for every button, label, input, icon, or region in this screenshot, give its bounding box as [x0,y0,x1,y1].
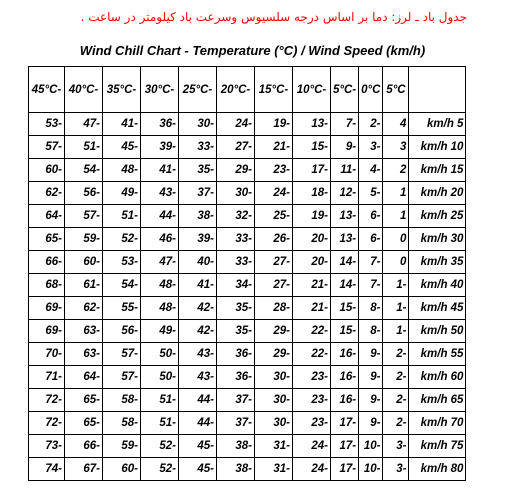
wind-chill-cell: 43- [179,343,217,366]
wind-chill-cell: 58- [103,412,141,435]
wind-speed-cell: km/h 40 [409,274,466,297]
table-row [29,159,466,182]
wind-chill-cell: 32- [217,205,255,228]
wind-chill-cell: 39- [141,136,179,159]
wind-chill-cell: 27- [217,136,255,159]
wind-chill-cell: 9- [359,343,383,366]
wind-chill-cell: 60- [65,251,103,274]
wind-speed-cell: km/h 75 [409,435,466,458]
wind-chill-cell: 10- [359,435,383,458]
wind-chill-cell: 65- [65,412,103,435]
temperature-header-cell: 10°C- [293,67,331,113]
wind-chill-cell: 40- [179,251,217,274]
temperature-header-cell: 40°C- [65,67,103,113]
wind-chill-cell: 50- [141,343,179,366]
wind-chill-cell: 10- [359,458,383,481]
wind-chill-cell: 1- [383,320,409,343]
wind-chill-cell: 41- [103,113,141,136]
wind-chill-cell: 8- [359,297,383,320]
wind-chill-cell: 29- [255,343,293,366]
wind-chill-cell: 24- [293,458,331,481]
wind-chill-cell: 24- [255,182,293,205]
wind-chill-cell: 19- [293,205,331,228]
wind-chill-cell: 37- [217,389,255,412]
wind-chill-cell: 51- [103,205,141,228]
wind-chill-cell: 31- [255,458,293,481]
wind-chill-cell: 35- [217,320,255,343]
wind-chill-cell: 1- [383,297,409,320]
wind-speed-cell: km/h 50 [409,320,466,343]
table-row [29,182,466,205]
table-row [29,136,466,159]
wind-chill-cell: 26- [255,228,293,251]
wind-chill-cell: 15- [293,136,331,159]
wind-chill-cell: 16- [331,343,359,366]
wind-chill-cell: 72- [29,412,65,435]
wind-chill-cell: 60- [29,159,65,182]
wind-chill-cell: 1- [383,274,409,297]
wind-chill-cell: 74- [29,458,65,481]
wind-chill-cell: 11- [331,159,359,182]
wind-chill-cell: 67- [65,458,103,481]
wind-chill-cell: 8- [359,320,383,343]
wind-chill-cell: 4 [383,113,409,136]
wind-chill-cell: 23- [255,159,293,182]
wind-chill-cell: 64- [29,205,65,228]
temperature-header-cell [409,67,466,113]
wind-chill-cell: 0 [383,228,409,251]
table-row [29,228,466,251]
wind-chill-cell: 9- [359,366,383,389]
wind-chill-cell: 23- [293,366,331,389]
table-row [29,412,466,435]
wind-chill-cell: 27- [255,274,293,297]
wind-chill-cell: 14- [331,251,359,274]
wind-chill-cell: 7- [331,113,359,136]
wind-chill-cell: 69- [29,320,65,343]
wind-chill-cell: 2- [359,113,383,136]
wind-chill-cell: 3- [383,458,409,481]
wind-chill-cell: 62- [65,297,103,320]
wind-chill-cell: 54- [65,159,103,182]
wind-chill-cell: 45- [179,435,217,458]
wind-chill-cell: 47- [65,113,103,136]
wind-chill-cell: 45- [103,136,141,159]
wind-chill-cell: 21- [293,274,331,297]
table-row [29,366,466,389]
wind-chill-cell: 57- [65,205,103,228]
wind-chill-cell: 17- [293,159,331,182]
temperature-header-cell: 5°C- [331,67,359,113]
wind-chill-cell: 51- [141,389,179,412]
wind-chill-cell: 48- [141,297,179,320]
wind-chill-cell: 47- [141,251,179,274]
wind-chill-cell: 50- [141,366,179,389]
wind-chill-cell: 12- [331,182,359,205]
wind-chill-cell: 72- [29,389,65,412]
wind-chill-cell: 69- [29,297,65,320]
caption-text: جدول باد ـ لرز: دما بر اساس درجه سلسیوس وسرعت باد کیلومتر در ساعت . [80,10,467,24]
wind-chill-cell: 9- [331,136,359,159]
wind-chill-cell: 45- [179,458,217,481]
wind-chill-cell: 22- [293,343,331,366]
table-row [29,435,466,458]
wind-chill-cell: 36- [217,366,255,389]
wind-chill-cell: 5- [359,182,383,205]
wind-speed-cell: km/h 20 [409,182,466,205]
wind-chill-cell: 29- [217,159,255,182]
wind-chill-cell: 56- [65,182,103,205]
wind-chill-cell: 35- [217,297,255,320]
wind-chill-cell: 19- [255,113,293,136]
wind-chill-cell: 43- [179,366,217,389]
temperature-header-cell: 25°C- [179,67,217,113]
temperature-header-row [29,67,466,113]
wind-speed-cell: km/h 45 [409,297,466,320]
wind-chill-cell: 51- [65,136,103,159]
wind-chill-cell: 23- [293,389,331,412]
chart-title: Wind Chill Chart - Temperature (°C) / Wind Speed (km/h) [79,43,426,58]
wind-chill-cell: 42- [179,320,217,343]
wind-chill-cell: 60- [103,458,141,481]
wind-chill-cell: 23- [293,412,331,435]
wind-chill-cell: 17- [331,458,359,481]
wind-chill-cell: 37- [217,412,255,435]
wind-chill-cell: 25- [255,205,293,228]
wind-chill-cell: 52- [141,458,179,481]
wind-chill-cell: 1 [383,182,409,205]
table-row [29,205,466,228]
wind-speed-cell: km/h 25 [409,205,466,228]
wind-chill-cell: 51- [141,412,179,435]
wind-chill-cell: 4- [359,159,383,182]
wind-chill-cell: 63- [65,343,103,366]
wind-chill-cell: 62- [29,182,65,205]
wind-chill-cell: 30- [179,113,217,136]
wind-chill-cell: 41- [141,159,179,182]
wind-chill-cell: 49- [141,320,179,343]
wind-chill-cell: 9- [359,389,383,412]
wind-chill-cell: 1 [383,205,409,228]
wind-chill-cell: 66- [29,251,65,274]
wind-chill-cell: 57- [103,343,141,366]
wind-chill-cell: 59- [65,228,103,251]
table-row [29,297,466,320]
wind-chill-cell: 65- [29,228,65,251]
table-row [29,113,466,136]
wind-chill-cell: 39- [179,228,217,251]
wind-chill-cell: 52- [141,435,179,458]
wind-chill-cell: 30- [255,389,293,412]
temperature-header-cell: 45°C- [29,67,65,113]
wind-chill-cell: 33- [217,251,255,274]
table-row [29,274,466,297]
table-row [29,458,466,481]
wind-chill-cell: 65- [65,389,103,412]
wind-speed-cell: km/h 65 [409,389,466,412]
wind-chill-cell: 30- [217,182,255,205]
wind-chill-cell: 49- [103,182,141,205]
wind-speed-cell: km/h 35 [409,251,466,274]
wind-chill-cell: 36- [217,343,255,366]
wind-chill-cell: 27- [255,251,293,274]
wind-chill-cell: 28- [255,297,293,320]
temperature-header-cell: 20°C- [217,67,255,113]
wind-chill-cell: 56- [103,320,141,343]
table-row [29,343,466,366]
wind-chill-cell: 48- [103,159,141,182]
wind-chill-cell: 61- [65,274,103,297]
wind-chill-cell: 2- [383,366,409,389]
wind-speed-cell: km/h 80 [409,458,466,481]
wind-chill-cell: 54- [103,274,141,297]
wind-chill-cell: 71- [29,366,65,389]
wind-chill-cell: 17- [331,435,359,458]
wind-chill-cell: 21- [293,297,331,320]
wind-chill-cell: 73- [29,435,65,458]
wind-chill-cell: 16- [331,389,359,412]
wind-chill-cell: 14- [331,274,359,297]
wind-chill-cell: 46- [141,228,179,251]
wind-chill-cell: 35- [179,159,217,182]
wind-chill-cell: 2- [383,343,409,366]
table-row [29,251,466,274]
table-row [29,320,466,343]
wind-chill-cell: 24- [293,435,331,458]
wind-chill-cell: 13- [331,228,359,251]
temperature-header-cell: 15°C- [255,67,293,113]
wind-chill-cell: 37- [179,182,217,205]
wind-chill-cell: 43- [141,182,179,205]
wind-chill-cell: 2- [383,412,409,435]
wind-chill-cell: 44- [141,205,179,228]
wind-chill-cell: 48- [141,274,179,297]
wind-chill-cell: 7- [359,274,383,297]
wind-chill-cell: 59- [103,435,141,458]
wind-chill-cell: 44- [179,412,217,435]
temperature-header-cell: 30°C- [141,67,179,113]
wind-chill-cell: 2 [383,159,409,182]
wind-chill-cell: 38- [179,205,217,228]
wind-chill-cell: 0 [383,251,409,274]
wind-chill-cell: 66- [65,435,103,458]
wind-chill-table [28,66,466,481]
wind-chill-cell: 53- [29,113,65,136]
wind-speed-cell: km/h 55 [409,343,466,366]
wind-chill-cell: 70- [29,343,65,366]
wind-chill-cell: 2- [383,389,409,412]
wind-speed-cell: km/h 15 [409,159,466,182]
wind-chill-cell: 9- [359,412,383,435]
wind-chill-cell: 17- [331,412,359,435]
wind-chill-cell: 3 [383,136,409,159]
wind-chill-cell: 33- [217,228,255,251]
wind-chill-cell: 15- [331,297,359,320]
wind-chill-cell: 6- [359,205,383,228]
wind-chill-cell: 30- [255,412,293,435]
temperature-header-cell: 35°C- [103,67,141,113]
temperature-header-cell: 5°C [383,67,409,113]
wind-chill-cell: 58- [103,389,141,412]
wind-chill-cell: 57- [103,366,141,389]
wind-chill-cell: 33- [179,136,217,159]
wind-chill-cell: 18- [293,182,331,205]
wind-speed-cell: km/h 10 [409,136,466,159]
wind-chill-cell: 20- [293,228,331,251]
wind-chill-cell: 53- [103,251,141,274]
wind-chill-cell: 30- [255,366,293,389]
wind-chill-cell: 55- [103,297,141,320]
wind-chill-cell: 42- [179,297,217,320]
wind-chill-cell: 3- [359,136,383,159]
wind-chill-cell: 31- [255,435,293,458]
wind-chill-cell: 68- [29,274,65,297]
wind-chill-cell: 38- [217,435,255,458]
wind-chill-cell: 34- [217,274,255,297]
wind-chill-cell: 64- [65,366,103,389]
wind-chill-cell: 63- [65,320,103,343]
wind-chill-cell: 20- [293,251,331,274]
wind-chill-cell: 13- [293,113,331,136]
wind-chill-cell: 22- [293,320,331,343]
wind-chill-cell: 24- [217,113,255,136]
wind-speed-cell: km/h 30 [409,228,466,251]
wind-chill-cell: 16- [331,366,359,389]
wind-speed-cell: km/h 70 [409,412,466,435]
table-row [29,389,466,412]
wind-speed-cell: km/h 60 [409,366,466,389]
wind-chill-cell: 41- [179,274,217,297]
wind-chill-cell: 29- [255,320,293,343]
wind-chill-cell: 3- [383,435,409,458]
wind-chill-cell: 52- [103,228,141,251]
wind-chill-cell: 38- [217,458,255,481]
temperature-header-cell: 0°C [359,67,383,113]
wind-chill-cell: 21- [255,136,293,159]
wind-chill-cell: 36- [141,113,179,136]
wind-chill-cell: 7- [359,251,383,274]
wind-chill-cell: 44- [179,389,217,412]
wind-speed-cell: km/h 5 [409,113,466,136]
wind-chill-cell: 15- [331,320,359,343]
wind-chill-cell: 13- [331,205,359,228]
wind-chill-cell: 6- [359,228,383,251]
wind-chill-cell: 57- [29,136,65,159]
